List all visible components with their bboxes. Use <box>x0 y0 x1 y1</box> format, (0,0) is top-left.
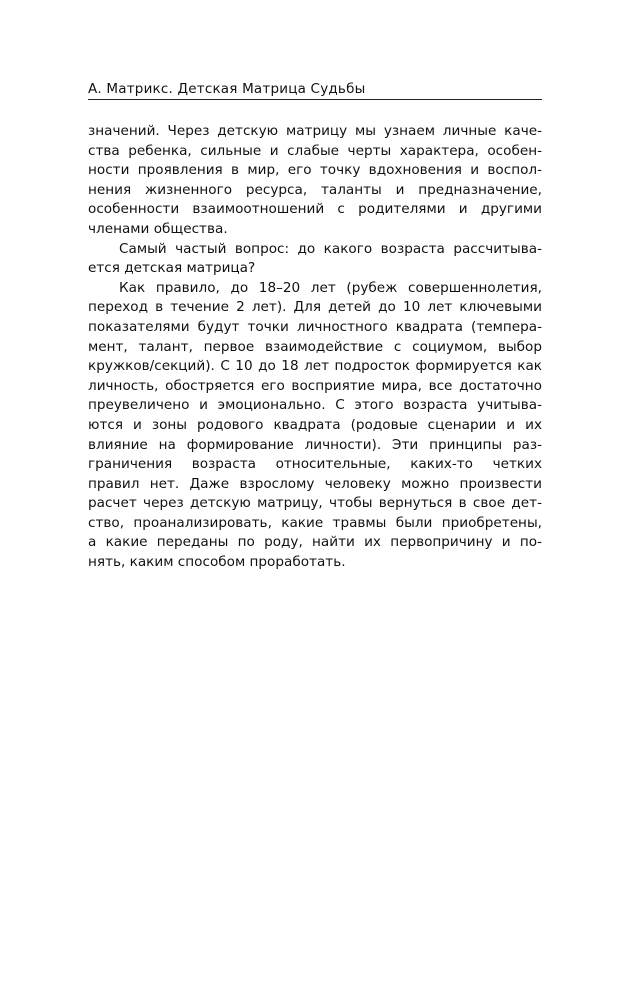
text-line: личность, обостряется его восприятие мира, все достаточно <box>88 377 542 394</box>
text-line: ности проявления в мир, его точку вдохновения и воспол- <box>88 162 542 179</box>
text-line: Как правило, до 18–20 лет (рубеж совершеннолетия, <box>119 279 542 296</box>
text-line: граничения возраста относительные, каких-то четких <box>88 456 542 473</box>
body-text <box>88 122 542 573</box>
text-line: нения жизненного ресурса, таланты и предназначение, <box>88 181 542 198</box>
text-line: ства ребенка, сильные и слабые черты характера, особен- <box>88 142 542 159</box>
text-line: а какие переданы по роду, найти их первопричину и по- <box>88 534 542 551</box>
text-line: особенности взаимоотношений с родителями и другими <box>88 201 542 218</box>
text-line: ются и зоны родового квадрата (родовые сценарии и их <box>88 416 542 433</box>
header-rule <box>88 99 542 100</box>
text-line: ется детская матрица? <box>88 260 256 277</box>
text-line: Самый частый вопрос: до какого возраста рассчитыва- <box>119 240 542 257</box>
text-line: показателями будут точки личностного квадрата (темпера- <box>88 318 542 335</box>
text-line: членами общества. <box>88 220 228 237</box>
text-line: мент, талант, первое взаимодействие с социумом, выбор <box>88 338 542 355</box>
running-head: А. Матрикс. Детская Матрица Судьбы <box>88 81 366 97</box>
text-line: ство, проанализировать, какие травмы были приобретены, <box>88 514 542 531</box>
text-line: преувеличено и эмоционально. С этого возраста учитыва- <box>88 397 542 414</box>
text-line: переход в течение 2 лет). Для детей до 10 лет ключевыми <box>88 299 542 316</box>
text-line: влияние на формирование личности). Эти принципы раз- <box>88 436 542 453</box>
text-line: правил нет. Даже взрослому человеку можно произвести <box>88 475 542 492</box>
text-line: расчет через детскую матрицу, чтобы вернуться в свое дет- <box>88 495 542 512</box>
text-line: кружков/секций). С 10 до 18 лет подросток формируется как <box>88 358 542 375</box>
text-line: нять, каким способом проработать. <box>88 554 346 571</box>
text-line: значений. Через детскую матрицу мы узнаем личные каче- <box>88 123 542 139</box>
